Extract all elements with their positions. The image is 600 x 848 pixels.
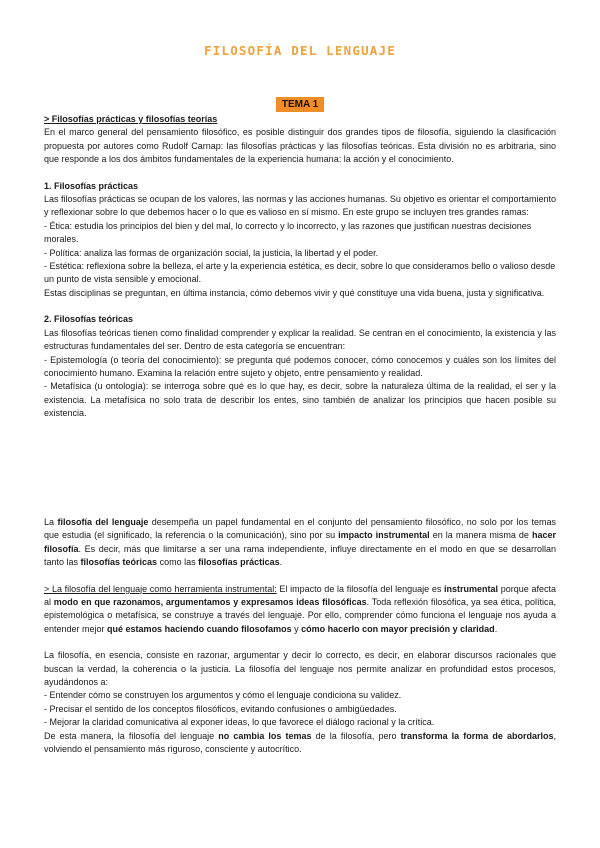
practicas-text: Las filosofías prácticas se ocupan de los valores, las normas y las acciones humanas. Su objetivo es orientar el comportamiento y reflexionar sobre lo que debemos hacer o lo que es valioso en sí mismo. En este grupo se incluyen tres grandes ramas: [44,194,556,218]
lenguaje-paragraph-2: > La filosofía del lenguaje como herramienta instrumental: El impacto de la filosofía del lenguaje es instrumental porque afecta al modo en que razonamos, argumentamos y expresamos ideas filosóficas. Toda reflexión filosófica, ya sea ética, política, epistemológica o metafísica, se construye a través del lenguaje. Por ello, comprender cómo funciona el lenguaje nos ayuda a entender mejor qué estamos haciendo cuando filosofamos y cómo hacerlo con mayor precisión y claridad. [44,583,557,634]
intro-text: En el marco general del pensamiento filosófico, es posible distinguir dos grandes tipos de filosofía, siguiendo la clasificación propuesta por autores como Rudolf Carnap: las filosofías prácticas y las filosofías teóricas. Esta división no es arbitraria, sino que responde a los dos ámbitos fundamentales de la experiencia humana: la acción y el conocimiento. [44,127,556,165]
tema-badge: TEMA 1 [276,97,324,112]
lenguaje-item-argumentos: - Entender cómo se construyen los argumentos y cómo el lenguaje condiciona su validez. [44,690,402,701]
teoricas-text: Las filosofías teóricas tienen como finalidad comprender y explicar la realidad. Se centran en el conocimiento, la existencia y las estructuras fundamentales del ser. Dentro de esta categoría se encuentran: [44,327,556,352]
document-title: FILOSOFÍA DEL LENGUAJE [204,43,396,58]
tema-label-wrap [0,97,600,112]
practicas-item-etica: - Ética: estudia los principios del bien y del mal, lo correcto y lo incorrecto, y las razones que justifican nuestras decisiones morales. [44,220,532,245]
language-section [44,516,556,757]
teoricas-heading: 2. Filosofías teóricas [44,314,134,325]
practicas-item-politica: - Política: analiza las formas de organización social, la justicia, la libertad y el poder. [44,247,379,258]
practicas-heading: 1. Filosofías prácticas [44,180,139,191]
teoricas-item-epistemologia: - Epistemología (o teoría del conocimiento): se pregunta qué podemos conocer, cómo conocemos y cuáles son los límites del conocimiento humano. Examina la relación entre sujeto y objeto, entre pensamiento y realidad. [44,354,556,378]
practicas-item-estetica: - Estética: reflexiona sobre la belleza, el arte y la experiencia estética, es decir, sobre lo que consideramos bello o valioso desde un punto de vista sensible y emocional. [44,261,556,285]
intro-heading: > Filosofías prácticas y filosofías teorías [44,114,218,124]
lenguaje-paragraph-4: De esta manera, la filosofía del lenguaje no cambia los temas de la filosofía, pero transforma la forma de abordarlos, volviendo el pensamiento más riguroso, consciente y autocrítico. [44,730,556,755]
lenguaje-paragraph-1: La filosofía del lenguaje desempeña un papel fundamental en el conjunto del pensamiento filosófico, no solo por los temas que estudia (el significado, la referencia o la comunicación), sino por su impacto instrumental en la manera misma de hacer filosofía. Es decir, más que limitarse a ser una rama independiente, influye directamente en el modo en que se desarrollan tanto las filosofías teóricas como las filosofías prácticas. [44,517,557,568]
teoricas-item-metafisica: - Metafísica (u ontología): se interroga sobre qué es lo que hay, es decir, sobre la naturaleza última de la realidad, el ser y la existencia. La metafísica no solo trata de describir los entes, sino también de analizar los principios que hacen posible su existencia. [44,381,556,419]
lenguaje-item-claridad: - Mejorar la claridad comunicativa al exponer ideas, lo que favorece el diálogo racional y la crítica. [44,717,435,728]
lenguaje-item-conceptos: - Precisar el sentido de los conceptos filosóficos, evitando confusiones o ambigüedades. [44,703,397,714]
theory-section [44,113,556,421]
lenguaje-paragraph-3: La filosofía, en esencia, consiste en razonar, argumentar y decir lo correcto, es decir, en elaborar discursos racionales que buscan la verdad, la coherencia o la justicia. La filosofía del lenguaje nos permite analizar en profundidad estos procesos, ayudándonos a: [44,650,556,688]
practicas-closing: Estas disciplinas se preguntan, en última instancia, cómo debemos vivir y qué constituye una vida buena, justa y significativa. [44,287,545,298]
